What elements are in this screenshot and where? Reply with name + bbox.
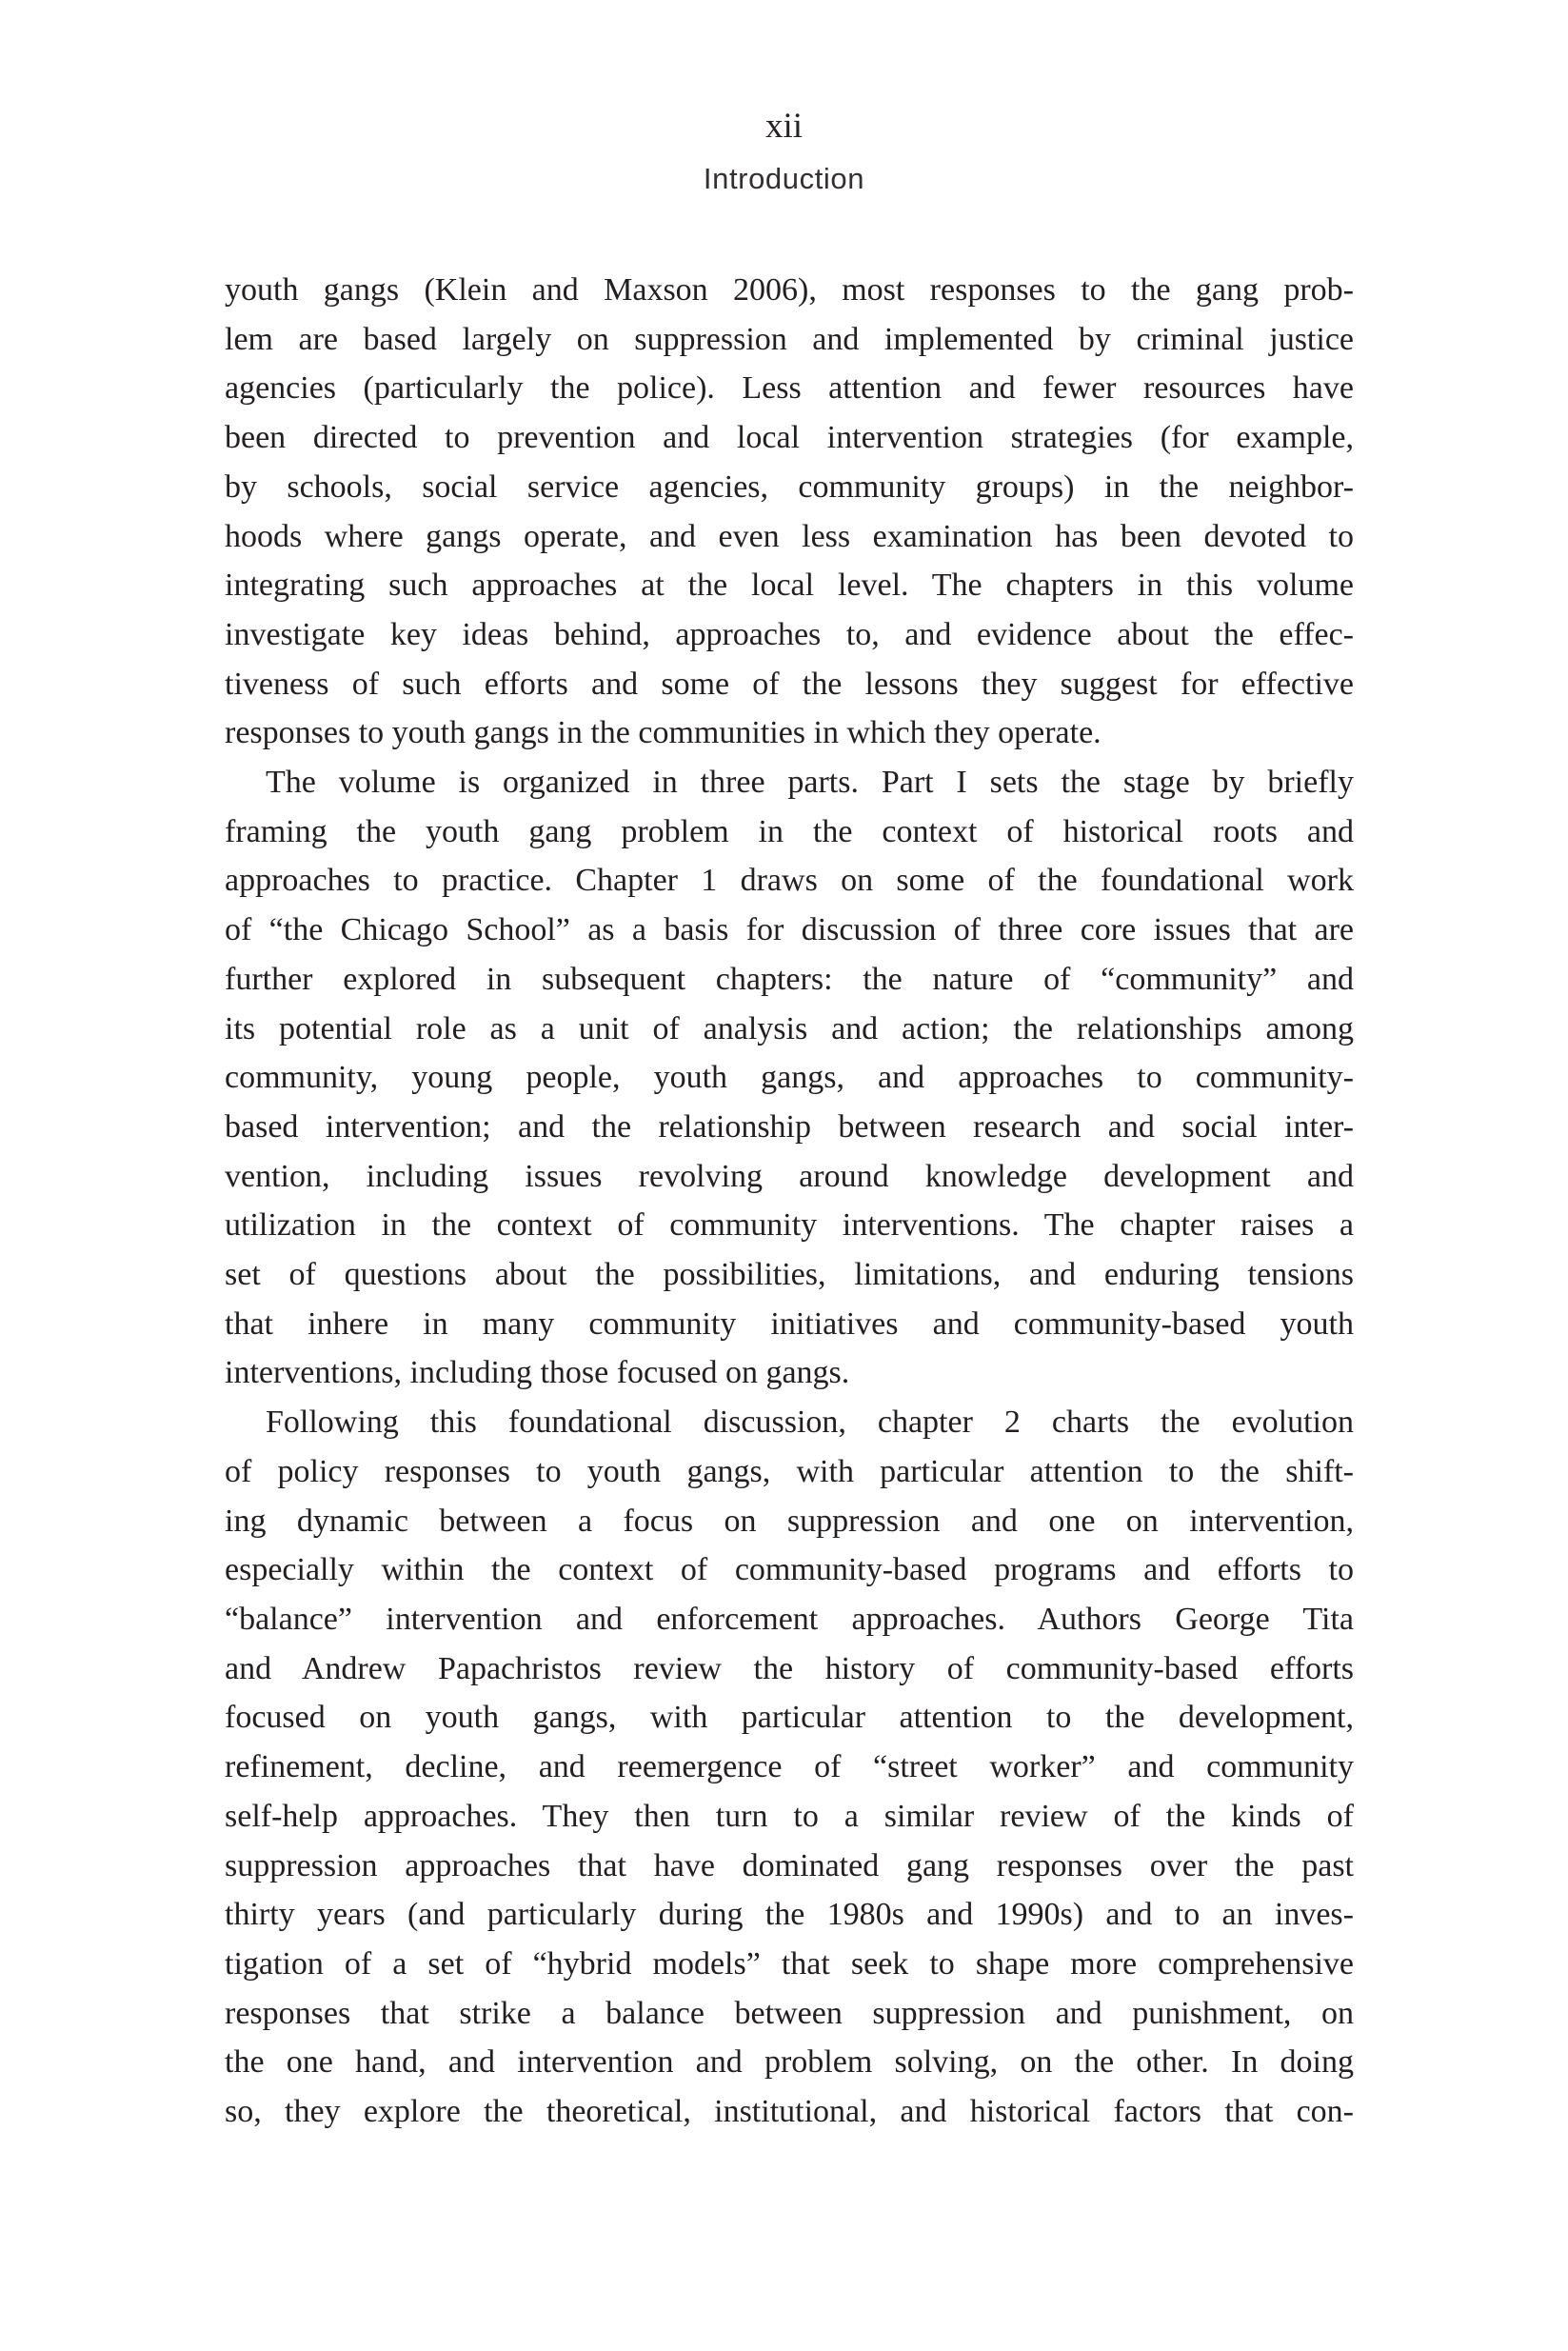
text-line: its potential role as a unit of analysis and action; the relationships among	[225, 1010, 1354, 1046]
text-line: youth gangs (Klein and Maxson 2006), most responses to the gang prob-	[225, 272, 1354, 308]
text-line: that inhere in many community initiatives and community-based youth	[225, 1305, 1354, 1342]
paragraph	[225, 758, 1354, 1398]
text-line: based intervention; and the relationship between research and social inter-	[225, 1108, 1354, 1145]
text-line: integrating such approaches at the local level. The chapters in this volume	[225, 568, 1354, 604]
text-line: of “the Chicago School” as a basis for discussion of three core issues that are	[225, 912, 1354, 948]
text-line: vention, including issues revolving around knowledge development and	[225, 1158, 1354, 1194]
text-line: suppression approaches that have dominated gang responses over the past	[225, 1847, 1354, 1883]
paragraph	[225, 1398, 1354, 2137]
running-head: Introduction	[703, 162, 865, 195]
text-line: approaches to practice. Chapter 1 draws on some of the foundational work	[225, 863, 1354, 899]
text-line: lem are based largely on suppression and implemented by criminal justice	[225, 321, 1354, 357]
text-line: further explored in subsequent chapters: the nature of “community” and	[225, 961, 1354, 997]
text-line: especially within the context of community-based programs and efforts to	[225, 1552, 1354, 1588]
text-line: interventions, including those focused on gangs.	[225, 1355, 850, 1391]
text-line: by schools, social service agencies, community groups) in the neighbor-	[225, 468, 1354, 505]
text-line: utilization in the context of community interventions. The chapter raises a	[225, 1207, 1354, 1244]
text-line: “balance” intervention and enforcement approaches. Authors George Tita	[225, 1601, 1354, 1637]
text-line: agencies (particularly the police). Less attention and fewer resources have	[225, 370, 1354, 407]
text-line: focused on youth gangs, with particular attention to the development,	[225, 1700, 1354, 1736]
text-line: set of questions about the possibilities, limitations, and enduring tensions	[225, 1257, 1354, 1293]
text-line: hoods where gangs operate, and even less examination has been devoted to	[225, 518, 1354, 554]
text-line: tigation of a set of “hybrid models” that seek to shape more comprehensive	[225, 1945, 1354, 1982]
text-line: framing the youth gang problem in the context of historical roots and	[225, 813, 1354, 849]
text-line: self-help approaches. They then turn to a similar review of the kinds of	[225, 1798, 1354, 1834]
text-line: so, they explore the theoretical, institutional, and historical factors that con-	[225, 2094, 1354, 2130]
text-line: thirty years (and particularly during the 1980s and 1990s) and to an inves-	[225, 1897, 1354, 1933]
text-line: tiveness of such efforts and some of the lessons they suggest for effective	[225, 666, 1354, 702]
text-line: ing dynamic between a focus on suppression and one on intervention,	[225, 1503, 1354, 1539]
text-line: The volume is organized in three parts. Part I sets the stage by briefly	[266, 765, 1354, 801]
text-line: of policy responses to youth gangs, with particular attention to the shift-	[225, 1453, 1354, 1489]
text-line: refinement, decline, and reemergence of “street worker” and community	[225, 1749, 1354, 1785]
text-line: the one hand, and intervention and problem solving, on the other. In doing	[225, 2044, 1354, 2081]
text-line: Following this foundational discussion, chapter 2 charts the evolution	[266, 1405, 1354, 1441]
text-line: investigate key ideas behind, approaches to, and evidence about the effec-	[225, 616, 1354, 652]
text-line: community, young people, youth gangs, and approaches to community-	[225, 1060, 1354, 1096]
paragraph	[225, 266, 1354, 758]
page-body	[225, 266, 1354, 2137]
text-line: been directed to prevention and local intervention strategies (for example,	[225, 420, 1354, 456]
text-line: responses that strike a balance between suppression and punishment, on	[225, 1995, 1354, 2031]
text-line: and Andrew Papachristos review the history of community-based efforts	[225, 1650, 1354, 1686]
text-line: responses to youth gangs in the communities in which they operate.	[225, 715, 1102, 751]
page-number: xii	[764, 107, 804, 146]
